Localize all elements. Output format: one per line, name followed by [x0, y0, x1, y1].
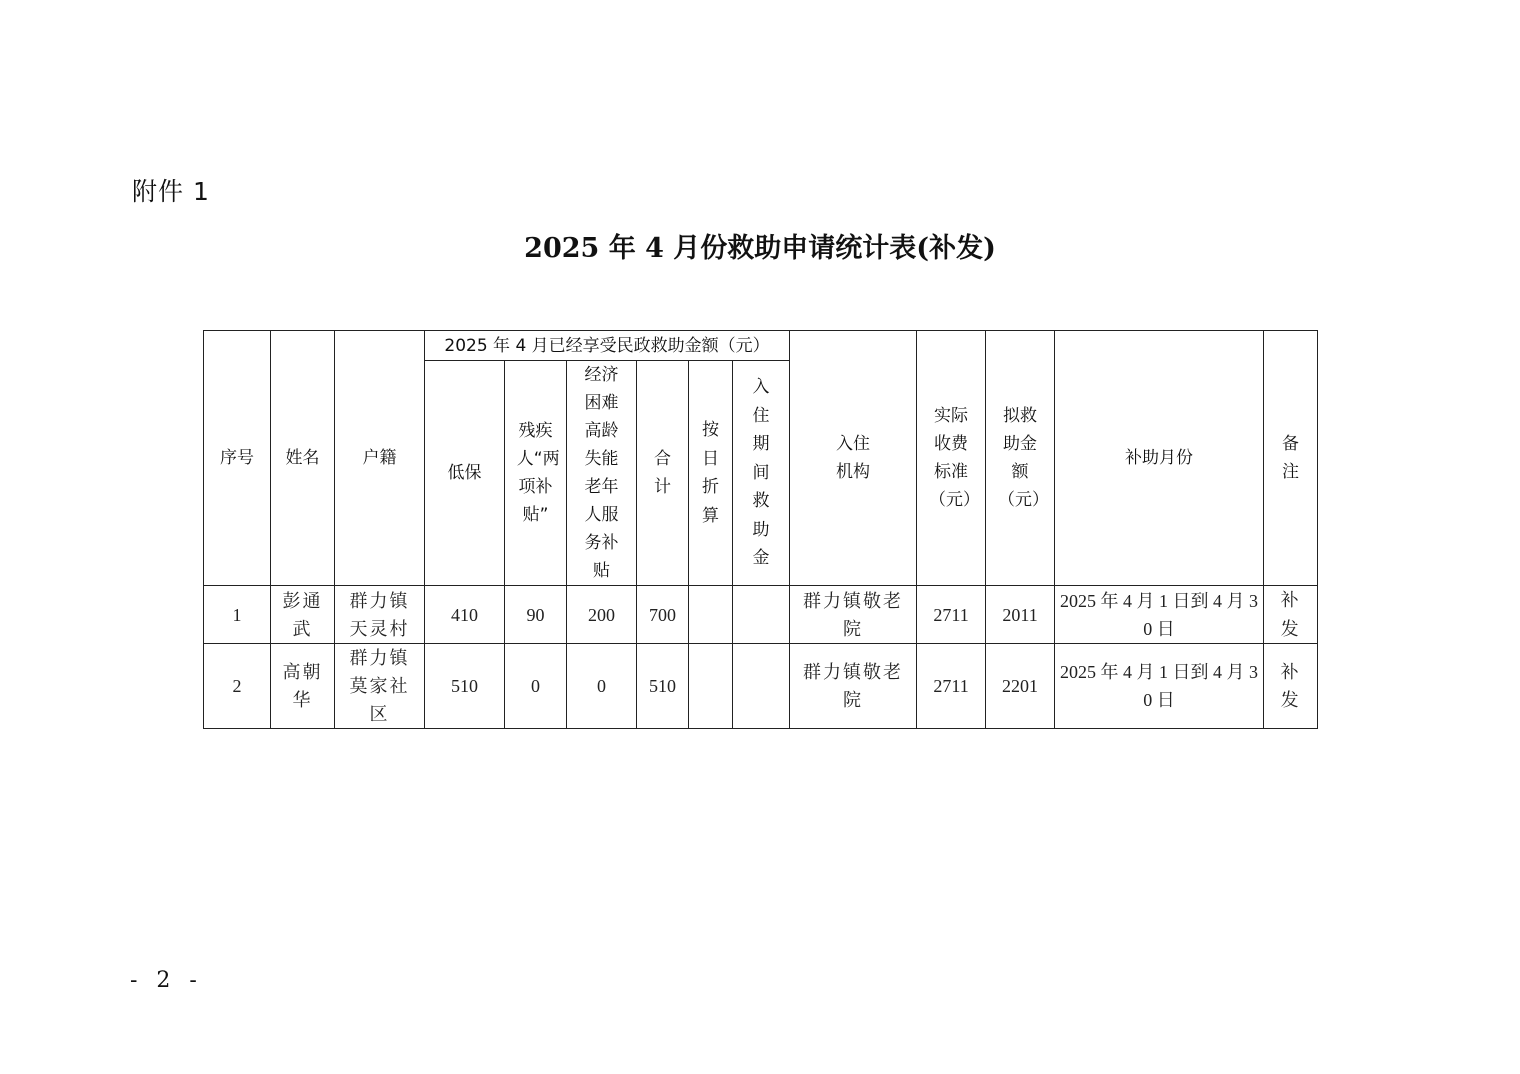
header-name: 姓名 — [271, 331, 335, 586]
cell-elderly: 200 — [567, 586, 637, 644]
cell-stay-aid — [733, 586, 790, 644]
relief-statistics-table — [203, 330, 1318, 729]
header-household: 户籍 — [335, 331, 425, 586]
header-total: 合计 — [637, 361, 689, 586]
cell-dibao: 510 — [425, 644, 505, 729]
cell-total: 510 — [637, 644, 689, 729]
cell-remark: 补发 — [1264, 644, 1318, 729]
attachment-label: 附件 1 — [132, 177, 210, 206]
cell-seq: 2 — [204, 644, 271, 729]
cell-stay-aid — [733, 644, 790, 729]
cell-period: 2025 年 4 月 1 日到 4 月 30 日 — [1055, 644, 1264, 729]
cell-disability: 0 — [505, 644, 567, 729]
header-period: 补助月份 — [1055, 331, 1264, 586]
header-disability-subsidy: 残疾人“两项补贴” — [505, 361, 567, 586]
header-institution: 入住机构 — [790, 331, 917, 586]
cell-institution: 群力镇敬老院 — [790, 644, 917, 729]
cell-remark: 补发 — [1264, 586, 1318, 644]
cell-name: 彭通武 — [271, 586, 335, 644]
cell-dibao: 410 — [425, 586, 505, 644]
cell-elderly: 0 — [567, 644, 637, 729]
cell-seq: 1 — [204, 586, 271, 644]
header-proposed-amount: 拟救助金额（元） — [986, 331, 1055, 586]
cell-name: 高朝华 — [271, 644, 335, 729]
table-row — [204, 644, 1318, 729]
cell-actual-fee: 2711 — [917, 586, 986, 644]
cell-institution: 群力镇敬老院 — [790, 586, 917, 644]
header-dibao: 低保 — [425, 361, 505, 586]
cell-period: 2025 年 4 月 1 日到 4 月 30 日 — [1055, 586, 1264, 644]
cell-total: 700 — [637, 586, 689, 644]
header-remark: 备注 — [1264, 331, 1318, 586]
cell-proposed-amount: 2011 — [986, 586, 1055, 644]
page-number: - 2 - — [130, 968, 203, 993]
header-group-received-aid: 2025 年 4 月已经享受民政救助金额（元） — [425, 331, 790, 361]
header-elderly-subsidy: 经济困难高龄失能老年人服务补贴 — [567, 361, 637, 586]
cell-proposed-amount: 2201 — [986, 644, 1055, 729]
page-title: 2025 年 4 月份救助申请统计表(补发) — [524, 233, 996, 264]
header-actual-fee: 实际收费标准（元） — [917, 331, 986, 586]
cell-household: 群力镇莫家社区 — [335, 644, 425, 729]
header-seq: 序号 — [204, 331, 271, 586]
cell-disability: 90 — [505, 586, 567, 644]
cell-household: 群力镇天灵村 — [335, 586, 425, 644]
header-prorated: 按日折算 — [689, 361, 733, 586]
cell-prorated — [689, 586, 733, 644]
header-stay-aid: 入住期间救助金 — [733, 361, 790, 586]
cell-prorated — [689, 644, 733, 729]
cell-actual-fee: 2711 — [917, 644, 986, 729]
table-row — [204, 586, 1318, 644]
